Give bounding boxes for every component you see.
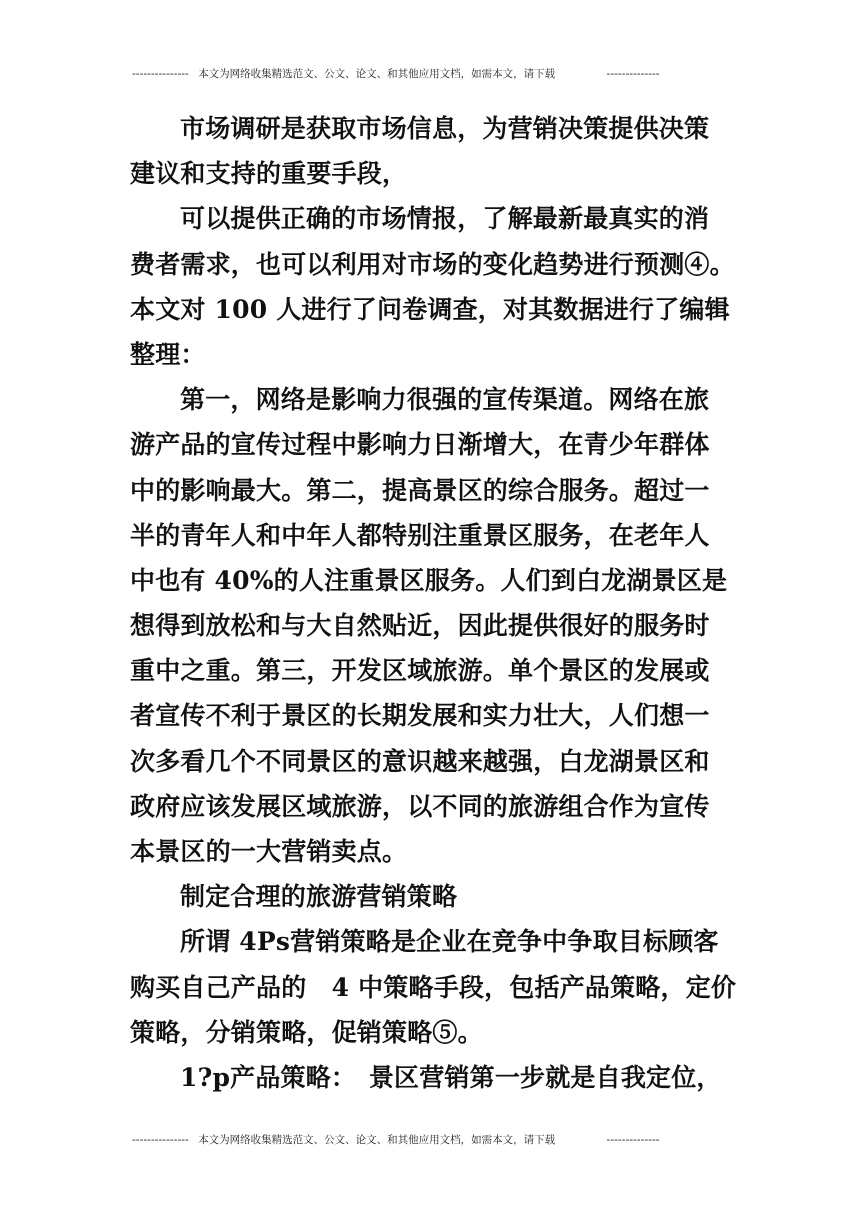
footer-dashes-left: --------------- — [132, 1134, 189, 1146]
paragraph-line: 本文对 100 人进行了问卷调查，对其数据进行了编辑 — [130, 294, 730, 324]
page-header — [132, 66, 692, 81]
paragraph-line: 策略，分销策略，促销策略⑤。 — [130, 1017, 483, 1047]
paragraph-line: 第一，网络是影响力很强的宣传渠道。网络在旅 — [180, 385, 710, 415]
paragraph-line: 重中之重。第三，开发区域旅游。单个景区的发展或 — [130, 656, 710, 686]
footer-text: 本文为网络收集精选范文、公文、论文、和其他应用文档，如需本文，请下载 — [198, 1134, 556, 1146]
paragraph-line: 游产品的宣传过程中影响力日渐增大，在青少年群体 — [130, 430, 710, 460]
document-body — [130, 106, 737, 1100]
header-dashes-right: -------------- — [606, 68, 660, 80]
page-footer — [132, 1132, 692, 1147]
paragraph-line: 费者需求，也可以利用对市场的变化趋势进行预测④。 — [130, 249, 735, 279]
paragraph-line: 中的影响最大。第二，提高景区的综合服务。超过一 — [130, 475, 710, 505]
paragraph-line: 者宣传不利于景区的长期发展和实力壮大，人们想一 — [130, 701, 710, 731]
paragraph-line: 想得到放松和与大自然贴近，因此提供很好的服务时 — [130, 611, 710, 641]
footer-dashes-right: -------------- — [606, 1134, 660, 1146]
paragraph-line: 购买自己产品的 4 中策略手段，包括产品策略，定价 — [130, 972, 737, 1002]
paragraph-line: 政府应该发展区域旅游，以不同的旅游组合作为宣传 — [130, 791, 710, 821]
paragraph-line: 1?p产品策略： 景区营销第一步就是自我定位， — [180, 1062, 722, 1092]
paragraph-line: 所谓 4Ps营销策略是企业在竞争中争取目标顾客 — [180, 927, 719, 957]
section-heading: 制定合理的旅游营销策略 — [180, 882, 458, 912]
header-dashes-left: --------------- — [132, 68, 189, 80]
paragraph-line: 建议和支持的重要手段， — [130, 159, 408, 189]
paragraph-line: 市场调研是获取市场信息，为营销决策提供决策 — [180, 114, 710, 143]
paragraph-line: 次多看几个不同景区的意识越来越强，白龙湖景区和 — [130, 746, 710, 776]
paragraph-line: 中也有 40%的人注重景区服务。人们到白龙湖景区是 — [130, 565, 728, 595]
paragraph-line: 整理： — [130, 339, 206, 369]
header-text: 本文为网络收集精选范文、公文、论文、和其他应用文档，如需本文，请下载 — [198, 68, 556, 80]
paragraph-line: 可以提供正确的市场情报，了解最新最真实的消 — [180, 204, 710, 234]
paragraph-line: 半的青年人和中年人都特别注重景区服务，在老年人 — [130, 520, 710, 550]
paragraph-line: 本景区的一大营销卖点。 — [130, 837, 408, 866]
